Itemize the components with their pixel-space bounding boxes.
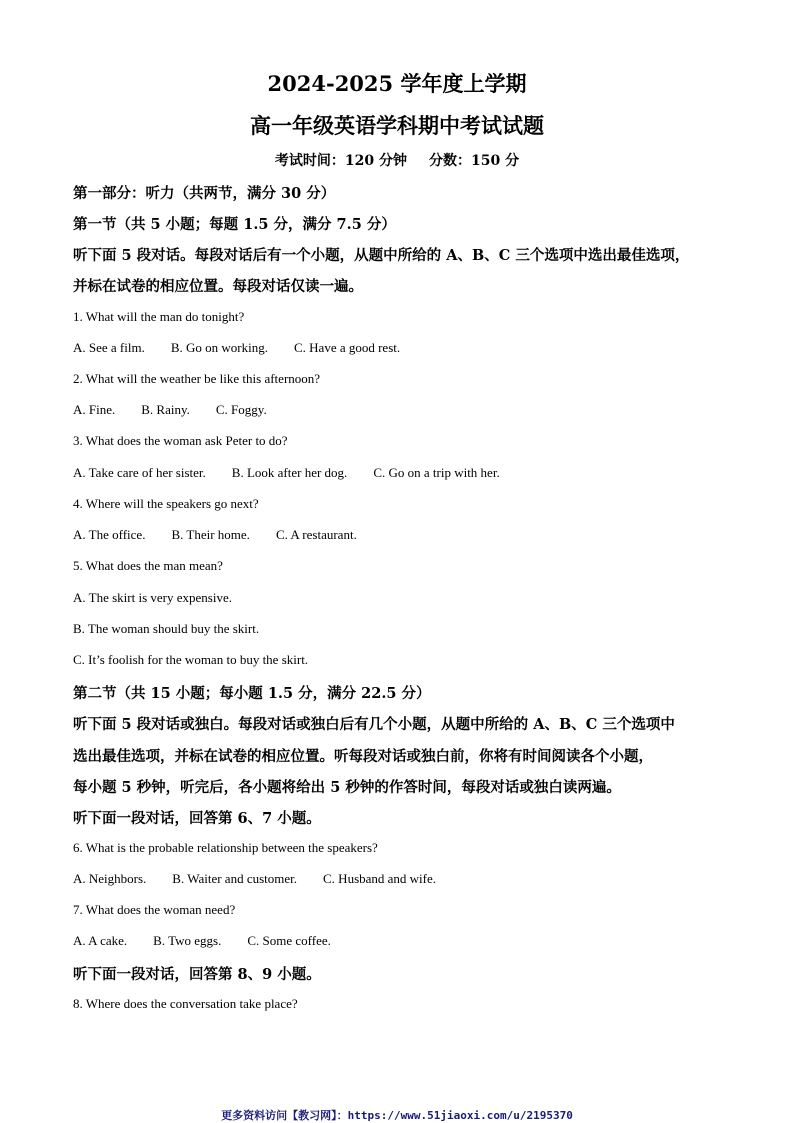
option: A. See a film.	[73, 340, 145, 355]
exam-title-subject: 高一年级英语学科期中考试试题	[250, 113, 544, 138]
question-5: 5. What does the man mean?	[73, 558, 223, 573]
question-2: 2. What will the weather be like this afternoon?	[73, 371, 321, 386]
question-3: 3. What does the woman ask Peter to do?	[73, 433, 288, 448]
section1-instruction: 听下面 5 段对话。每段对话后有一个小题，从题中所给的 A、B、C 三个选项中选出最佳选项，	[73, 247, 690, 264]
section2-heading: 第二节（共 15 小题；每小题 1.5 分，满分 22.5 分）	[73, 685, 431, 702]
part1-heading: 第一部分：听力（共两节，满分 30 分）	[73, 185, 336, 202]
footer-link[interactable]: 更多资料访问【教习网】：https://www.51jiaoxi.com/u/2195370	[221, 1109, 573, 1122]
option: B. Their home.	[171, 527, 250, 542]
option: C. Foggy.	[215, 402, 267, 417]
options-7	[73, 933, 357, 949]
option: A. Take care of her sister.	[73, 465, 206, 480]
group-heading-8-9: 听下面一段对话，回答第 8、9 小题。	[73, 966, 321, 983]
section2-instruction: 每小题 5 秒钟，听完后，各小题将给出 5 秒钟的作答时间，每段对话或独白读两遍。	[73, 779, 621, 796]
option: A. Fine.	[73, 402, 116, 417]
exam-time: 考试时间：120 分钟	[274, 153, 407, 169]
option: C. A restaurant.	[275, 527, 357, 542]
option: C. Some coffee.	[247, 933, 331, 948]
option: A. The skirt is very expensive.	[73, 590, 232, 605]
option: A. Neighbors.	[73, 871, 147, 886]
option: B. Waiter and customer.	[172, 871, 298, 886]
section1-heading: 第一节（共 5 小题；每题 1.5 分，满分 7.5 分）	[73, 216, 396, 233]
exam-title-year: 2024-2025 学年度上学期	[267, 71, 527, 96]
option: A. A cake.	[73, 933, 128, 948]
question-4: 4. Where will the speakers go next?	[73, 496, 259, 511]
options-1	[73, 340, 426, 356]
option: B. Look after her dog.	[231, 465, 348, 480]
option: C. Go on a trip with her.	[373, 465, 500, 480]
question-8: 8. Where does the conversation take place?	[73, 996, 298, 1011]
question-6: 6. What is the probable relationship between the speakers?	[73, 840, 378, 855]
section1-instruction: 并标在试卷的相应位置。每段对话仅读一遍。	[73, 278, 363, 295]
group-heading-6-7: 听下面一段对话，回答第 6、7 小题。	[73, 810, 321, 827]
options-6	[73, 871, 462, 887]
options-3	[73, 465, 526, 481]
question-1: 1. What will the man do tonight?	[73, 309, 245, 324]
exam-score: 分数：150 分	[429, 153, 520, 169]
option: B. Two eggs.	[153, 933, 222, 948]
options-4	[73, 527, 383, 543]
section2-instruction: 选出最佳选项，并标在试卷的相应位置。听每段对话或独白前，你将有时间阅读各个小题，	[73, 748, 653, 765]
option: B. The woman should buy the skirt.	[73, 621, 260, 636]
options-2	[73, 402, 293, 418]
option: B. Go on working.	[170, 340, 268, 355]
section2-instruction: 听下面 5 段对话或独白。每段对话或独白后有几个小题，从题中所给的 A、B、C 三个选项中	[73, 716, 675, 733]
option: A. The office.	[73, 527, 146, 542]
option: C. Husband and wife.	[323, 871, 437, 886]
question-7: 7. What does the woman need?	[73, 902, 236, 917]
option: B. Rainy.	[141, 402, 190, 417]
option: C. It’s foolish for the woman to buy the skirt.	[73, 652, 309, 667]
option: C. Have a good rest.	[293, 340, 401, 355]
exam-meta	[0, 150, 794, 170]
